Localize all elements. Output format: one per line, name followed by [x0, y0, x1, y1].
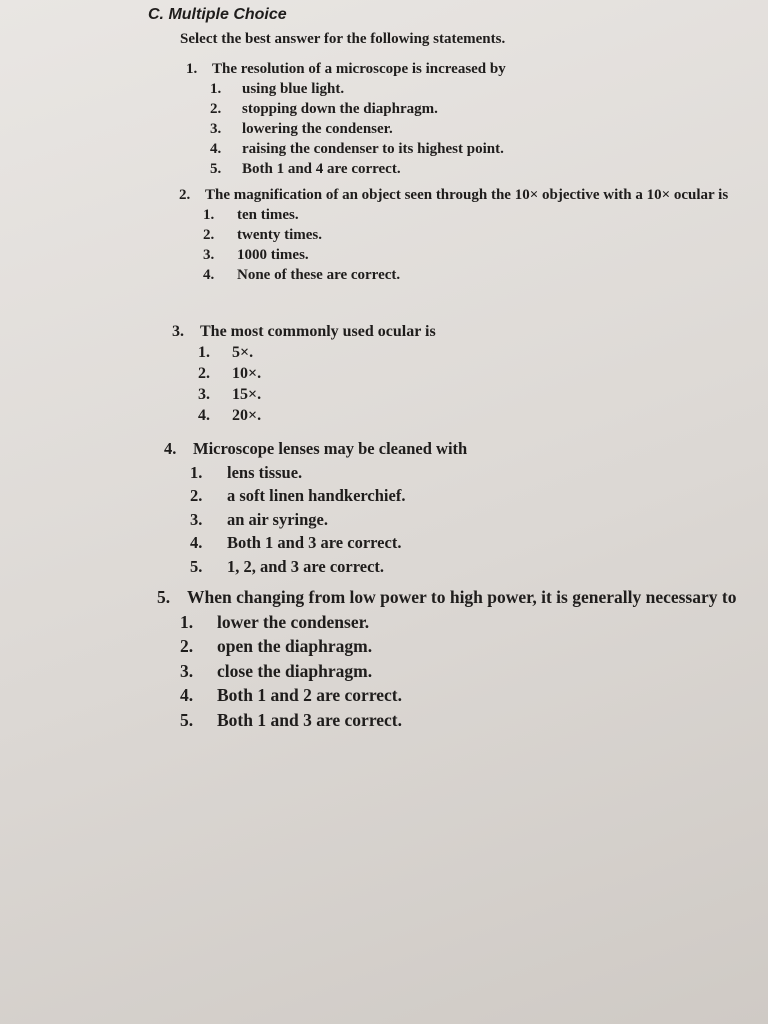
option-text: using blue light. [242, 81, 345, 97]
option-number: 1. [190, 462, 203, 482]
question-4 [164, 437, 623, 578]
option-text: stopping down the diaphragm. [242, 101, 438, 117]
answer-option [186, 139, 682, 159]
option-text: twenty times. [237, 227, 322, 243]
answer-option [179, 245, 745, 265]
answer-option [164, 555, 623, 579]
answer-option [157, 708, 747, 733]
question-number: 5. [157, 587, 171, 607]
option-number: 2. [203, 227, 215, 243]
answer-option [179, 205, 745, 225]
option-text: Both 1 and 3 are correct. [227, 533, 402, 552]
question-number: 4. [164, 439, 177, 458]
question-number: 2. [179, 187, 191, 203]
option-number: 2. [180, 636, 194, 656]
option-text: 1000 times. [237, 247, 309, 263]
option-text: None of these are correct. [237, 267, 401, 283]
option-number: 3. [180, 660, 194, 681]
option-number: 4. [203, 267, 215, 283]
option-number: 3. [203, 247, 215, 263]
option-text: an air syringe. [227, 509, 328, 529]
answer-option [179, 265, 745, 285]
option-number: 2. [210, 101, 222, 117]
question-text: The resolution of a microscope is increased by [212, 61, 506, 77]
option-number: 4. [190, 533, 203, 552]
answer-option [164, 531, 623, 555]
answer-option [186, 79, 682, 99]
option-text: lens tissue. [227, 462, 303, 482]
option-text: lowering the condenser. [242, 121, 393, 137]
option-text: lower the condenser. [217, 611, 370, 632]
question-text: The magnification of an object seen through the 10× objective with a 10× ocular is [205, 187, 729, 203]
option-number: 1. [198, 344, 210, 361]
answer-option [157, 683, 747, 708]
question-stem [157, 585, 747, 610]
answer-option [186, 159, 682, 179]
question-text: Microscope lenses may be cleaned with [193, 439, 468, 458]
option-text: ten times. [237, 207, 299, 223]
answer-option [172, 405, 600, 426]
answer-option [172, 384, 600, 405]
option-number: 4. [180, 685, 194, 705]
option-number: 5. [180, 709, 194, 730]
option-number: 3. [198, 386, 210, 403]
answer-option [157, 634, 747, 659]
answer-option [186, 99, 682, 119]
answer-option [186, 119, 682, 139]
question-2 [179, 185, 745, 285]
option-number: 2. [198, 365, 210, 382]
answer-option [164, 508, 623, 532]
question-text: When changing from low power to high power, it is generally necessary to [187, 587, 737, 607]
option-number: 4. [210, 141, 222, 157]
question-1 [186, 59, 682, 179]
question-stem [179, 185, 745, 205]
answer-option [157, 610, 747, 635]
answer-option [172, 342, 600, 363]
question-stem [186, 59, 682, 79]
option-text: a soft linen handkerchief. [227, 486, 406, 505]
option-number: 5. [190, 556, 203, 576]
option-text: 10×. [232, 365, 262, 382]
option-text: Both 1 and 3 are correct. [217, 709, 403, 730]
answer-option [179, 225, 745, 245]
answer-option [164, 461, 623, 485]
option-number: 4. [198, 407, 210, 424]
question-stem [172, 321, 600, 342]
question-text: The most commonly used ocular is [200, 323, 436, 340]
question-5 [157, 585, 747, 732]
option-text: 5×. [232, 344, 254, 361]
question-stem [164, 437, 623, 461]
option-number: 3. [190, 509, 203, 529]
option-text: Both 1 and 2 are correct. [217, 685, 403, 705]
option-text: 20×. [232, 407, 262, 424]
question-number: 3. [172, 323, 184, 340]
option-text: Both 1 and 4 are correct. [242, 161, 401, 177]
option-text: 15×. [232, 386, 262, 403]
option-number: 1. [203, 207, 215, 223]
instructions: Select the best answer for the following statements. [180, 31, 506, 47]
option-number: 5. [210, 161, 222, 177]
question-number: 1. [186, 61, 198, 77]
option-number: 3. [210, 121, 222, 137]
section-title: C. Multiple Choice [148, 6, 287, 23]
question-3 [172, 321, 600, 426]
option-number: 1. [180, 611, 194, 632]
answer-option [172, 363, 600, 384]
option-text: open the diaphragm. [217, 636, 373, 656]
option-text: raising the condenser to its highest point. [242, 141, 504, 157]
option-number: 1. [210, 81, 222, 97]
option-text: 1, 2, and 3 are correct. [227, 556, 385, 576]
option-text: close the diaphragm. [217, 660, 373, 681]
answer-option [157, 659, 747, 684]
option-number: 2. [190, 486, 203, 505]
answer-option [164, 484, 623, 508]
